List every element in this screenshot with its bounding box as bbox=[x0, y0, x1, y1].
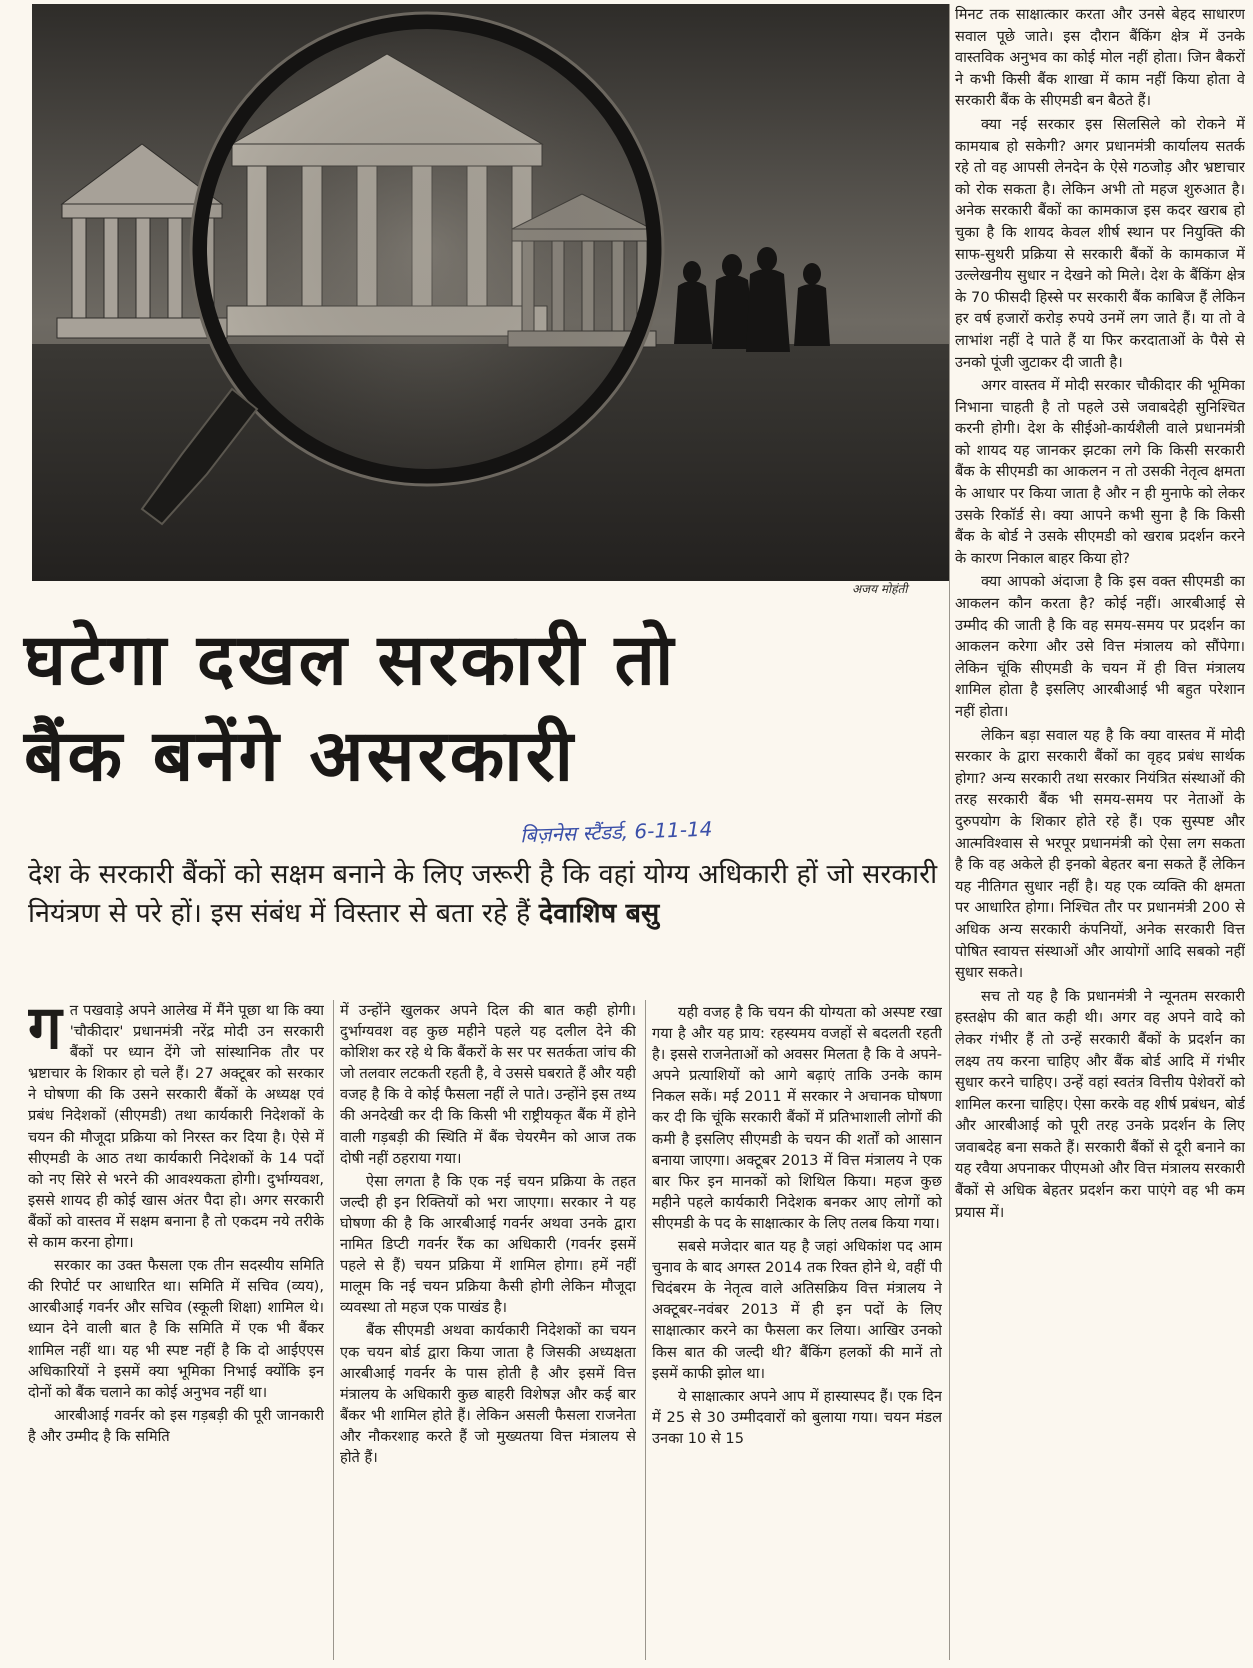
deck-subheading bbox=[28, 855, 943, 933]
illustration bbox=[32, 4, 950, 581]
paragraph: ऐसा लगता है कि एक नई चयन प्रक्रिया के तहत जल्दी ही इन रिक्तियों को भरा जाएगा। सरकार ने यह घोषणा की है कि आरबीआई गवर्नर अथवा उनके द्वारा नामित डिप्टी गवर्नर रैंक का अधिकारी (गवर्नर इसमें पहले से हैं) चयन प्रक्रिया में शामिल होगा। हमें नहीं मालूम कि नई चयन प्रक्रिया कैसी होगी लेकिन मौजूदा व्यवस्था तो महज एक पाखंड है। bbox=[340, 1172, 636, 1317]
paragraph: सच तो यह है कि प्रधानमंत्री ने न्यूनतम सरकारी हस्तक्षेप की बात कही थी। अगर वह अपने वादे को लेकर गंभीर हैं तो उन्हें सरकारी बैंकों के प्रदर्शन का लक्ष्य तय करना चाहिए और बैंक बोर्ड आदि में गंभीर सुधार करने चाहिए। उन्हें वहां स्वतंत्र वित्तीय पेशेवरों को शामिल करना चाहिए। ऐसा करके वह शीर्ष प्रबंधन, बोर्ड और आरबीआई को पूरी तरह उनके प्रदर्शन के लिए जवाबदेह बना सकते हैं। सरकारी बैंकों से दूरी बनाने का यह रवैया अपनाकर पीएमओ और वित्त मंत्रालय सरकारी बैंकों से अधिक बेहतर प्रदर्शन करा पाएंगे वह भी कम प्रयास में। bbox=[955, 987, 1245, 1221]
handwritten-note: बिज़नेस स्टैंडर्ड, 6-11-14 bbox=[519, 816, 713, 848]
column-divider bbox=[949, 4, 950, 1660]
bank-buildings-magnifier-illustration bbox=[32, 4, 950, 581]
paragraph: आरबीआई गवर्नर को इस गड़बड़ी की पूरी जानकारी है और उम्मीद है कि समिति bbox=[28, 1406, 324, 1445]
column-divider bbox=[645, 1000, 646, 1660]
article-column-1 bbox=[28, 1000, 324, 1664]
paragraph: बैंक सीएमडी अथवा कार्यकारी निदेशकों का चयन एक चयन बोर्ड द्वारा किया जाता है जिसकी अध्यक्षता आरबीआई गवर्नर के पास होती है और इसमें वित्त मंत्रालय के अधिकारी कुछ बाहरी विशेषज्ञ और कई बार बैंकर भी शामिल होते हैं। लेकिन असली फैसला राजनेता और नौकरशाह करते हैं जो मुख्यतया वित्त मंत्रालय से होते हैं। bbox=[340, 1322, 636, 1466]
article-column-4 bbox=[955, 4, 1245, 1664]
author-name: देवाशिष बसु bbox=[538, 898, 660, 929]
paragraph: यही वजह है कि चयन की योग्यता को अस्पष्ट रखा गया है और यह प्राय: रहस्यमय वजहों से बदलती रहती है। इससे राजनेताओं को अवसर मिलता है कि वे अपने-अपने प्रत्याशियों को आगे बढ़ाएं ताकि उनके काम निकल सकें। मई 2011 में सरकार ने अचानक घोषणा कर दी कि चूंकि सरकारी बैंकों में प्रतिभाशाली लोगों की कमी है इसलिए सीएमडी के चयन की शर्तों को आसान बनाया जाएगा। अक्टूबर 2013 में वित्त मंत्रालय ने एक बार फिर इन मानकों को शिथिल किया। महज कुछ महीने पहले कार्यकारी निदेशक बनकर आए लोगों को सीएमडी के पद के साक्षात्कार के लिए तलब किया गया। bbox=[652, 1004, 942, 1232]
headline-line-2: बैंक बनेंगे असरकारी bbox=[24, 714, 577, 797]
column-divider bbox=[333, 1000, 334, 1660]
paragraph: गत पखवाड़े अपने आलेख में मैंने पूछा था कि क्या 'चौकीदार' प्रधानमंत्री नरेंद्र मोदी उन सरकारी बैंकों पर ध्यान देंगे जो सांस्थानिक तौर पर भ्रष्टाचार के शिकार हो चले हैं। 27 अक्टूबर को सरकार ने घोषणा की कि उसने सरकारी बैंकों के अध्यक्ष एवं प्रबंध निदेशकों (सीएमडी) तथा कार्यकारी निदेशकों के चयन की मौजूदा प्रक्रिया को निरस्त कर दिया है। ऐसे में सीएमडी के आठ तथा कार्यकारी निदेशकों के 14 पदों को नए सिरे से भरने की आवश्यकता होगी। दुर्भाग्यवश, इससे शायद ही कोई खास अंतर पैदा हो। अगर सरकारी बैंकों को वास्तव में सक्षम बनाना है तो एकदम नये तरीके से काम करना होगा। bbox=[28, 1000, 324, 1252]
paragraph: क्या आपको अंदाजा है कि इस वक्त सीएमडी का आकलन कौन करता है? कोई नहीं। आरबीआई से उम्मीद की जाती है कि वह समय-समय पर प्रदर्शन का आकलन करेगा और उसे वित्त मंत्रालय को सौंपेगा। लेकिन चूंकि सीएमडी के चयन में ही वित्त मंत्रालय शामिल होता है इसलिए आरबीआई भी बहुत परेशान नहीं होता। bbox=[955, 573, 1245, 720]
headline-line-1: घटेगा दखल सरकारी तो bbox=[24, 618, 677, 701]
paragraph: में उन्होंने खुलकर अपने दिल की बात कही होगी। दुर्भाग्यवश वह कुछ महीने पहले यह दलील देने की कोशिश कर रहे थे कि बैंकरों के सर पर सतर्कता जांच की जो तलवार लटकती रहती है, वे उससे घबराते हैं और यही वजह है कि वे कोई फैसला नहीं ले पाते। उन्होंने इस तथ्य की अनदेखी कर दी कि किसी भी राष्ट्रीयकृत बैंक में होने वाली गड़बड़ी की स्थिति में बैंक चेयरमैन को आज तक दोषी नहीं ठहराया गया। bbox=[340, 1002, 636, 1167]
article-column-3 bbox=[652, 1002, 942, 1666]
paragraph: लेकिन बड़ा सवाल यह है कि क्या वास्तव में मोदी सरकार के द्वारा सरकारी बैंकों का वृहद प्रबंध सार्थक होगा? अन्य सरकारी तथा सरकार नियंत्रित संस्थाओं की तरह सरकारी बैंक भी समय-समय पर नेताओं के दुरुपयोग के शिकार होते रहे हैं। एक सुस्पष्ट और आत्मविश्वास से भरपूर प्रधानमंत्री को ऐसा लग सकता है कि वह अकेले ही इनको बेहतर बना सकते हैं लेकिन यह नीतिगत सुधार नहीं है। यह एक व्यक्ति की क्षमता पर आधारित होगा। निश्चित तौर पर प्रधानमंत्री 200 से अधिक अन्य सरकारी कंपनियों, अनेक सरकारी वित्त पोषित स्वायत्त संस्थाओं और आयोगों आदि सबको नहीं सुधार सकते। bbox=[955, 726, 1245, 982]
deck-text: देश के सरकारी बैंकों को सक्षम बनाने के लिए जरूरी है कि वहां योग्य अधिकारी हों जो सरकारी नियंत्रण से परे हों। इस संबंध में विस्तार से बता रहे हैं bbox=[28, 859, 938, 929]
paragraph: ये साक्षात्कार अपने आप में हास्यास्पद हैं। एक दिन में 25 से 30 उम्मीदवारों को बुलाया गया। चयन मंडल उनका 10 से 15 bbox=[652, 1387, 942, 1447]
dropcap: ग bbox=[28, 1000, 62, 1063]
paragraph: अगर वास्तव में मोदी सरकार चौकीदार की भूमिका निभाना चाहती है तो पहले उसे जवाबदेही सुनिश्चित करनी होगी। देश के सीईओ-कार्यशैली वाले प्रधानमंत्री को शायद यह जानकर झटका लगे कि किसी सरकारी बैंक के सीएमडी का आकलन न तो उसकी नेतृत्व क्षमता के आधार पर किया जाता है और न ही मुनाफे को लेकर उसके रिकॉर्ड से। क्या आपने कभी सुना है कि किसी बैंक के बोर्ड ने उसके सीएमडी को खराब प्रदर्शन करने के कारण निकाल बाहर किया हो? bbox=[955, 377, 1245, 567]
paragraph: सरकार का उक्त फैसला एक तीन सदस्यीय समिति की रिपोर्ट पर आधारित था। समिति में सचिव (व्यय), आरबीआई गवर्नर और सचिव (स्कूली शिक्षा) शामिल थे। ध्यान देने वाली बात है कि समिति में एक भी बैंकर शामिल नहीं था। यह भी स्पष्ट नहीं है कि दो आईएएस अधिकारियों ने इसमें क्या भूमिका निभाई क्योंकि इन दोनों को बैंक चलाने का कोई अनुभव नहीं था। bbox=[28, 1257, 324, 1401]
paragraph: मिनट तक साक्षात्कार करता और उनसे बेहद साधारण सवाल पूछे जाते। इस दौरान बैंकिंग क्षेत्र में उनके वास्तविक अनुभव का कोई मोल नहीं होता। जिन बैकरों ने कभी किसी बैंक शाखा में काम नहीं किया होता वे सरकारी बैंक के सीएमडी बन बैठते हैं। bbox=[955, 6, 1245, 110]
paragraph: सबसे मजेदार बात यह है जहां अधिकांश पद आम चुनाव के बाद अगस्त 2014 तक रिक्त होने थे, वहीं पी चिदंबरम के नेतृत्व वाले अतिसक्रिय वित्त मंत्रालय ने अक्टूबर-नवंबर 2013 में ही इन पदों के लिए साक्षात्कार करने का फैसला कर लिया। आखिर उनको किस बात की जल्दी थी? बैंकिंग हलकों की मानें तो इसमें काफी झोल था। bbox=[652, 1238, 942, 1382]
headline bbox=[24, 612, 944, 804]
article-column-2 bbox=[340, 1000, 636, 1664]
photo-credit: अजय मोहंती bbox=[852, 582, 908, 596]
paragraph: क्या नई सरकार इस सिलसिले को रोकने में कामयाब हो सकेगी? अगर प्रधानमंत्री कार्यालय सतर्क रहे तो वह आपसी लेनदेन के ऐसे गठजोड़ और भ्रष्टाचार को रोक सकता है। लेकिन अभी तो महज शुरुआत है। अनेक सरकारी बैंकों का कामकाज इस कदर खराब हो चुका है कि शायद केवल शीर्ष स्थान पर नियुक्ति की साफ-सुथरी प्रक्रिया से सरकारी बैंकों के कामकाज में उल्लेखनीय सुधार न देखने को मिले। देश के बैंकिंग क्षेत्र के 70 फीसदी हिस्से पर सरकारी बैंक काबिज हैं लेकिन हर वर्ष हजारों करोड़ रुपये उनमें लग जाते हैं। या तो वे लाभांश नहीं दे पाते हैं या फिर करदाताओं के पैसे से उनको पूंजी जुटाकर दी जाती है। bbox=[955, 115, 1245, 371]
